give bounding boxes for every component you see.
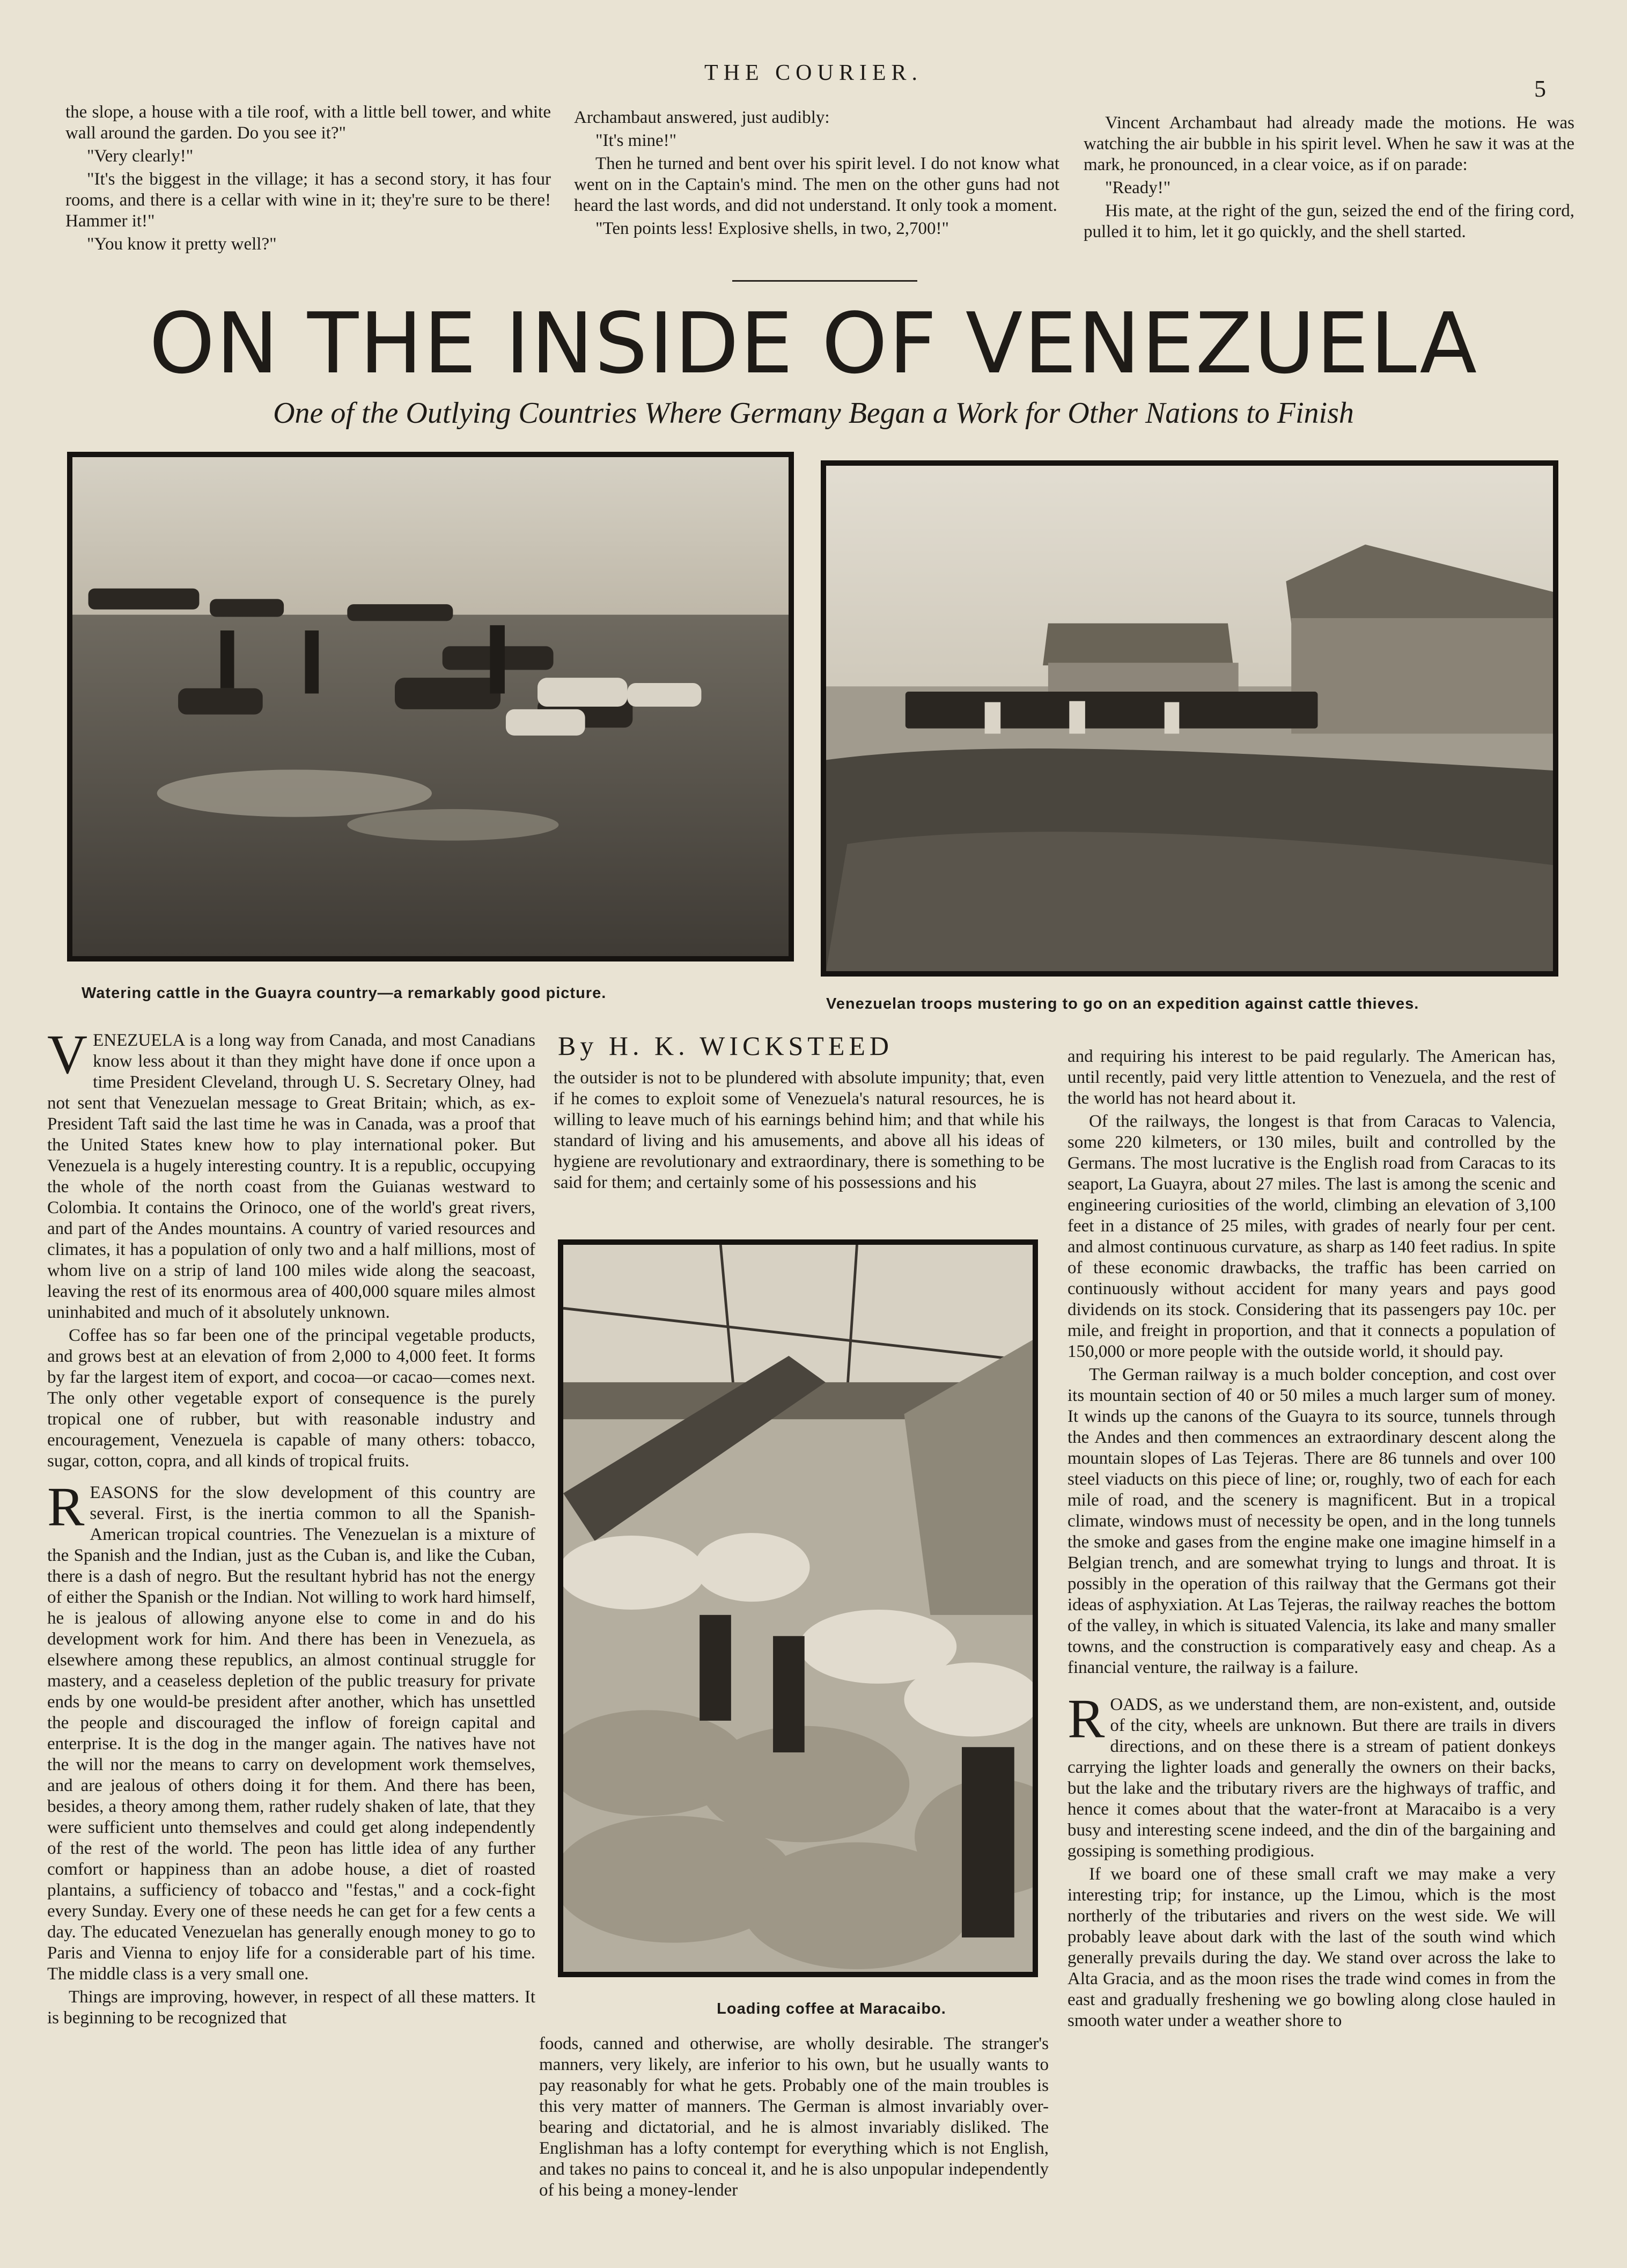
paragraph: Coffee has so far been one of the principal vegetable products, and grows best at an elevation of from 2,000 to 4,000 feet. It forms by far the largest item of export, and cocoa—or cacao—comes next. The only other vegetable export of consequence is the purely tropical one of rubber, but with reasonable industry and encouragement, Venezuela is capable of many others: tobacco, sugar, cotton, copra, and all kinds of tropical fruits. (47, 1326, 535, 1471)
paragraph: Then he turned and bent over his spirit level. I do not know what went on in the Captain's mind. The men on the other guns had not heard the last words, and did not understand. It only took a moment. (574, 154, 1059, 215)
paragraph: and requiring his interest to be paid regularly. The American has, until recently, paid very little attention to Venezuela, and the rest of the world has not heard about it. (1068, 1047, 1556, 1108)
section-divider (732, 280, 917, 282)
article-column-2-top (554, 1068, 1044, 1215)
paragraph: foods, canned and otherwise, are wholly desirable. The stranger's manners, very likely, are inferior to his own, but he usually wants to pay reasonably for what he gets. Probably one of the main troubles is this very matter of manners. The German is almost invariably over-bearing and dictatorial, and he is almost invariably disliked. The Englishman has a lofty contempt for everything which is not English, and takes no pains to conceal it, and he is also unpopular independently of his being a money-lender (539, 2034, 1049, 2200)
page-number: 5 (1534, 76, 1546, 102)
cattle-image (72, 457, 789, 956)
drop-cap: V (47, 1030, 88, 1085)
paragraph: Things are improving, however, in respect of all these matters. It is beginning to be recognized that (47, 1987, 535, 2028)
fiction-column-1 (65, 102, 551, 263)
paragraph: "It's mine!" (595, 131, 677, 150)
article-column-2-bottom (539, 2034, 1049, 2227)
coffee-image (563, 1245, 1033, 1972)
coffee-photo (558, 1239, 1038, 1977)
paragraph (1068, 1688, 1556, 1862)
paragraph (47, 1030, 535, 1323)
cattle-photo (67, 452, 794, 961)
running-head: THE COURIER. (704, 61, 923, 85)
drop-cap: R (1068, 1688, 1105, 1750)
fiction-column-3 (1084, 113, 1574, 274)
troops-caption: Venezuelan troops mustering to go on an expedition against cattle thieves. (826, 995, 1419, 1012)
fiction-column-2 (574, 107, 1059, 268)
paragraph: "Ready!" (1105, 178, 1171, 197)
paragraph-text: OADS, as we understand them, are non-existent, and, outside of the city, wheels are unknown. But there are trails in divers directions, and on these there is a stream of patient donkeys carrying the lighter loads and generally the owners on their backs, but the lake and the tributary rivers are the highways of traffic, and hence it comes about that the water-front at Maracaibo is a very busy and interesting scene indeed, and the din of the bargaining and gossiping is something prodigious. (1068, 1695, 1556, 1861)
paragraph: The German railway is a much bolder conception, and cost over its mountain section of 40 or 50 miles a much larger sum of money. It winds up the canons of the Guayra to its source, tunnels through the Andes and then commences an extraordinary descent along the mountain slopes of Las Tejeras. There are 86 tunnels and over 100 steel viaducts on this piece of line; or, roughly, two of each for each mile of road, and the scenery is magnificent. But in a tropical climate, windows must of necessity be open, and in the long tunnels the smoke and gases from the engine make one imagine himself in a Belgian trench, and are somewhat trying to lungs and throat. It is possibly in the operation of this railway that the Germans got their ideas of asphyxiation. At Las Tejeras, the railway reaches the bottom of the valley, in which is situated Valencia, its lake and many smaller towns, and the construction is comparatively easy and cheap. As a financial venture, the railway is a failure. (1068, 1365, 1556, 1677)
paragraph: Vincent Archambaut had already made the motions. He was watching the air bubble in his spirit level. When he saw it was at the mark, he pronounced, in a clear voice, as if on parade: (1084, 113, 1574, 174)
paragraph (47, 1476, 535, 1985)
paragraph-text: EASONS for the slow development of this country are several. First, is the inertia common to all the Spanish-American tropical countries. The Venezuelan is a mixture of the Spanish and the Indian, just as the Cuban is, and like the Cuban, there is a dash of negro. But the resultant hybrid has not the energy of either the Spanish or the Indian. Not willing to work hard himself, he is jealous of allowing anyone else to come in and do his development work for him. And there has been in Venezuela, as elsewhere among these republics, an almost continual struggle for mastery, and a ceaseless depletion of the public treasury for private ends by one would-be president after another, which has unsettled the people and discouraged the inflow of foreign capital and enterprise. It is the dog in the manger again. The natives have not the will nor the means to carry on development work themselves, and are jealous of others doing it for them. And there has been, besides, a theory among them, rather rudely shaken of late, that they were sufficient unto themselves and could get along independently of the rest of the world. The peon has little idea of any further comfort or happiness than an adobe house, a diet of roasted plantains, a sufficiency of tobacco and "festas," and a cock-fight every Sunday. Every one of these needs he can get for a few cents a day. The educated Venezuelan has generally enough money to go to Paris and Vienna to enjoy life for a considerable part of his time. The middle class is a very small one. (47, 1483, 535, 1984)
cattle-caption: Watering cattle in the Guayra country—a remarkably good picture. (82, 985, 607, 1002)
drop-cap: R (47, 1476, 85, 1538)
paragraph: "Very clearly!" (87, 146, 194, 166)
article-subhead: One of the Outlying Countries Where Germany Began a Work for Other Nations to Finish (273, 397, 1354, 430)
paragraph: the outsider is not to be plundered with absolute impunity; that, even if he comes to exploit some of Venezuela's natural resources, he is willing to leave much of his earnings behind him; and that while his standard of living and his amusements, and above all his ideas of hygiene are revolutionary and extraordinary, there is something to be said for them; and certainly some of his possessions and his (554, 1068, 1044, 1192)
article-column-3 (1068, 1046, 1556, 2243)
paragraph-text: ENEZUELA is a long way from Canada, and most Canadians know less about it than they might have done if once upon a time President Cleveland, through U. S. Secretary Olney, had not sent that Venezuelan message to Great Britain; which, as ex-President Taft said the last time he was in Canada, was a proof that the United States knew how to play international poker. But Venezuela is a hugely interesting country. It is a republic, occupying the whole of the north coast from the Guianas westward to Colombia. It contains the Orinoco, one of the world's great rivers, and part of the Andes mountains. A country of varied resources and climates, it has a population of only two and a half millions, most of whom live on a strip of land 100 miles wide along the seacoast, leaving the rest of its enormous area of 400,000 square miles almost uninhabited and much of it absolutely unknown. (47, 1031, 535, 1322)
troops-image (826, 466, 1553, 971)
paragraph: If we board one of these small craft we may make a very interesting trip; for instance, up the Limou, which is the most northerly of the tributaries and rivers on the west side. We will probably leave about dark with the last of the south wind which generally prevails during the day. We stand over across the lake to Alta Gracia, and as the moon rises the trade wind comes in from the east and gradually freshening we go bowling along close hauled in smooth water under a weather shore to (1068, 1865, 1556, 2030)
paragraph: Archambaut answered, just audibly: (574, 108, 830, 127)
paragraph: Of the railways, the longest is that from Caracas to Valencia, some 220 kilmeters, or 130 miles, built and controlled by the Germans. The most lucrative is the English road from Caracas to its seaport, La Guayra, about 27 miles. The last is among the scenic and engineering curiosities of the world, climbing an elevation of 3,100 feet in a distance of 25 miles, with grades of nearly four per cent. and almost continuous curvature, as sharp as 140 feet radius. In spite of these economic drawbacks, the traffic has been carried on continuously without accident for many years and pays good dividends on its stock. Considering that its passengers pay 10c. per mile, and freight in proportion, and that it connects a population of 150,000 or more people with the outside world, it should pay. (1068, 1112, 1556, 1361)
paragraph: His mate, at the right of the gun, seized the end of the firing cord, pulled it to him, let it go quickly, and the shell started. (1084, 201, 1574, 241)
paragraph: "Ten points less! Explosive shells, in two, 2,700!" (595, 219, 949, 238)
coffee-caption: Loading coffee at Maracaibo. (717, 2000, 946, 2017)
paragraph: "You know it pretty well?" (87, 234, 277, 254)
paragraph: "It's the biggest in the village; it has a second story, it has four rooms, and there is a cellar with wine in it; they're sure to be there! Hammer it!" (65, 170, 551, 231)
byline: By H. K. WICKSTEED (558, 1031, 894, 1061)
troops-photo (821, 460, 1558, 977)
article-headline: ON THE INSIDE OF VENEZUELA (149, 295, 1478, 392)
paragraph: the slope, a house with a tile roof, with a little bell tower, and white wall around the garden. Do you see it?" (65, 102, 551, 143)
article-column-1 (47, 1030, 535, 2227)
